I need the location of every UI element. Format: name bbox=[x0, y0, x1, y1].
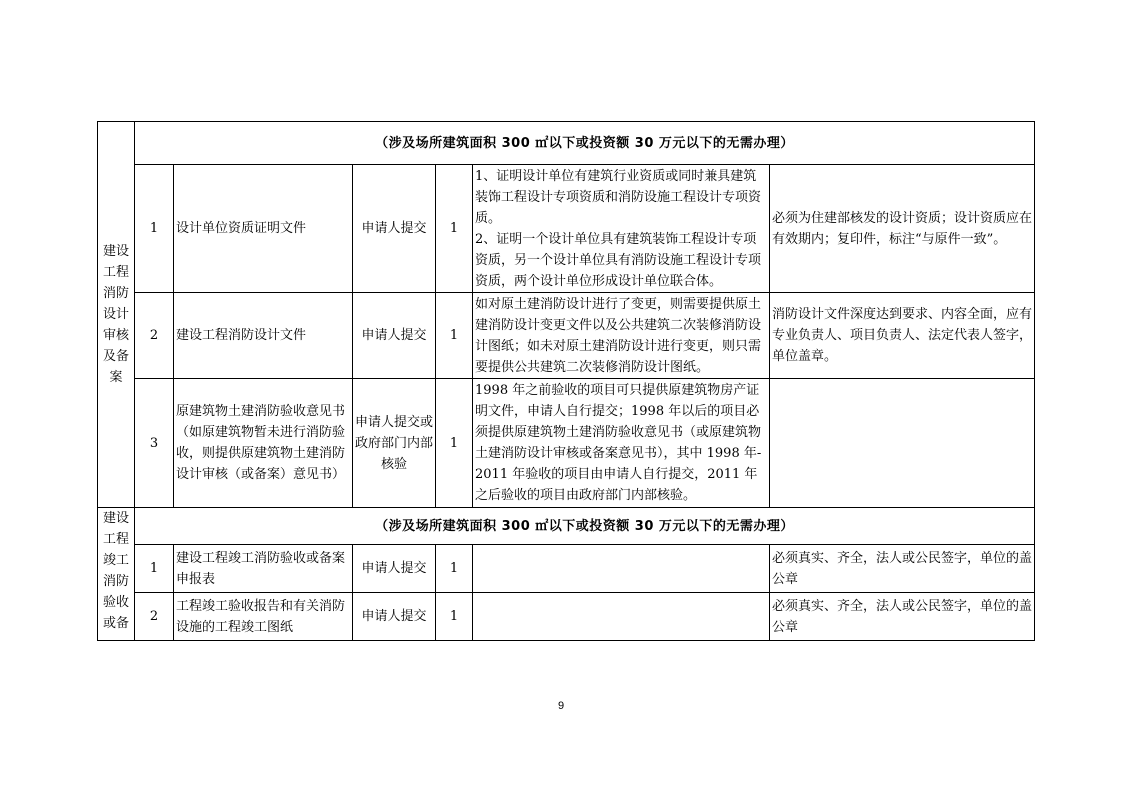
requirements: 必须真实、齐全，法人或公民签字，单位的盖公章 bbox=[770, 545, 1035, 593]
page-number: 9 bbox=[557, 700, 565, 712]
material-name: 建设工程消防设计文件 bbox=[174, 293, 353, 379]
copies: 1 bbox=[436, 593, 473, 641]
material-name: 原建筑物土建消防验收意见书（如原建筑物暂未进行消防验收，则提供原建筑物土建消防设计审核（或备案）意见书） bbox=[174, 379, 353, 508]
description: 如对原土建消防设计进行了变更，则需要提供原土建消防设计变更文件以及公共建筑二次装修消防设计图纸；如未对原土建消防设计进行变更，则只需要提供公共建筑二次装修消防设计图纸。 bbox=[473, 293, 770, 379]
description: 1998 年之前验收的项目可只提供原建筑物房产证明文件，申请人自行提交；1998 年以后的项目必须提供原建筑物土建消防验收意见书（或原建筑物土建消防设计审核或备案意见书），其中 1998 年-2011 年验收的项目由申请人自行提交，2011 年之后验收的项目由政府部门内部核验。 bbox=[473, 379, 770, 508]
description bbox=[473, 593, 770, 641]
description bbox=[473, 545, 770, 593]
row-number: 2 bbox=[135, 593, 174, 641]
materials-table bbox=[97, 121, 1035, 641]
copies: 1 bbox=[436, 379, 473, 508]
copies: 1 bbox=[436, 545, 473, 593]
section-title-design-review: 建设工程消防设计审核及备案 bbox=[98, 122, 135, 508]
requirements: 必须真实、齐全，法人或公民签字，单位的盖公章 bbox=[770, 593, 1035, 641]
table-row bbox=[98, 545, 1035, 593]
submitter: 申请人提交或政府部门内部核验 bbox=[353, 379, 436, 508]
material-name: 工程竣工验收报告和有关消防设施的工程竣工图纸 bbox=[174, 593, 353, 641]
submitter: 申请人提交 bbox=[353, 165, 436, 293]
material-name: 设计单位资质证明文件 bbox=[174, 165, 353, 293]
row-number: 3 bbox=[135, 379, 174, 508]
section-header-note: （涉及场所建筑面积 300 ㎡以下或投资额 30 万元以下的无需办理） bbox=[135, 508, 1035, 545]
copies: 1 bbox=[436, 293, 473, 379]
requirements bbox=[770, 379, 1035, 508]
row-number: 2 bbox=[135, 293, 174, 379]
requirements: 消防设计文件深度达到要求、内容全面，应有专业负责人、项目负责人、法定代表人签字，单位盖章。 bbox=[770, 293, 1035, 379]
row-number: 1 bbox=[135, 545, 174, 593]
description: 1、证明设计单位有建筑行业资质或同时兼具建筑装饰工程设计专项资质和消防设施工程设计专项资质。 2、证明一个设计单位具有建筑装饰工程设计专项资质，另一个设计单位具有消防设施工程设计专项资质，两个设计单位形成设计单位联合体。 bbox=[473, 165, 770, 293]
section-title-completion-acceptance: 建设工程竣工消防验收或备 bbox=[98, 508, 135, 641]
copies: 1 bbox=[436, 165, 473, 293]
row-number: 1 bbox=[135, 165, 174, 293]
submitter: 申请人提交 bbox=[353, 545, 436, 593]
table-row bbox=[98, 593, 1035, 641]
submitter: 申请人提交 bbox=[353, 593, 436, 641]
table-row bbox=[98, 293, 1035, 379]
material-name: 建设工程竣工消防验收或备案申报表 bbox=[174, 545, 353, 593]
submitter: 申请人提交 bbox=[353, 293, 436, 379]
requirements: 必须为住建部核发的设计资质；设计资质应在有效期内；复印件，标注“与原件一致”。 bbox=[770, 165, 1035, 293]
section-header-note: （涉及场所建筑面积 300 ㎡以下或投资额 30 万元以下的无需办理） bbox=[135, 122, 1035, 165]
table-row bbox=[98, 379, 1035, 508]
table-row bbox=[98, 165, 1035, 293]
